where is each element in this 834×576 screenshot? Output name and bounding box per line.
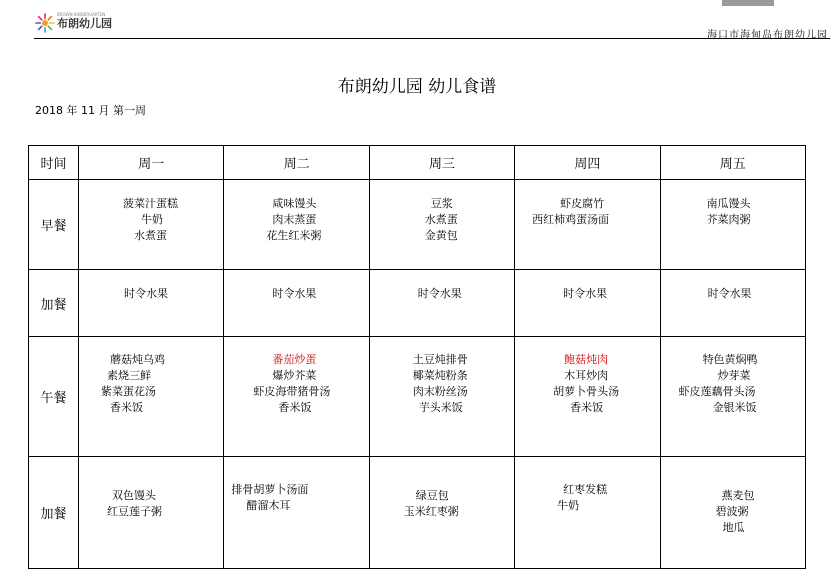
table-row-lunch — [29, 337, 806, 457]
meal-label: 早餐 — [29, 180, 79, 270]
dish: 特色黄焖鸭 — [702, 353, 758, 366]
dish: 爆炒芥菜 — [272, 369, 317, 382]
meal-label: 午餐 — [29, 337, 79, 457]
table-row-breakfast — [29, 180, 806, 270]
dish: 西红柿鸡蛋汤面 — [532, 213, 610, 226]
dish: 咸味馒头 — [272, 197, 317, 210]
dish: 金黄包 — [424, 229, 458, 242]
week-subtitle: 2018 年 11 月 第一周 — [35, 104, 146, 117]
menu-cell — [224, 270, 369, 337]
menu-cell — [515, 270, 660, 337]
day-header: 周二 — [224, 146, 369, 180]
dish: 地瓜 — [722, 521, 745, 534]
dish: 时令水果 — [417, 287, 462, 300]
menu-cell — [369, 180, 514, 270]
dish: 紫菜蛋花汤 — [101, 385, 156, 398]
menu-cell — [660, 180, 805, 270]
dish: 虾皮海带猪骨汤 — [253, 385, 331, 398]
dish: 金银米饭 — [712, 401, 757, 414]
table-row-snack-am — [29, 270, 806, 337]
menu-cell — [660, 270, 805, 337]
dish: 绿豆包 — [415, 489, 449, 502]
dish: 时令水果 — [272, 287, 317, 300]
menu-table — [28, 145, 806, 569]
menu-cell — [660, 337, 805, 457]
table-header-row — [29, 146, 806, 180]
menu-cell — [79, 457, 224, 569]
dish: 胡萝卜骨头汤 — [553, 385, 620, 398]
meal-label: 加餐 — [29, 457, 79, 569]
page-title: 布朗幼儿园 幼儿食谱 — [337, 77, 497, 97]
dish: 时令水果 — [563, 287, 608, 300]
dish: 碧波粥 — [715, 505, 749, 518]
dish: 土豆炖排骨 — [412, 353, 468, 366]
menu-cell — [79, 270, 224, 337]
menu-cell — [224, 337, 369, 457]
dish: 时令水果 — [707, 287, 752, 300]
dish-highlighted: 鲍菇炖肉 — [564, 353, 609, 366]
dish: 蘑菇炖乌鸡 — [110, 353, 165, 366]
dish-highlighted: 番茄炒蛋 — [272, 353, 317, 366]
dish: 香米饭 — [110, 401, 143, 414]
dish: 芥菜肉粥 — [706, 213, 751, 226]
day-header: 周四 — [515, 146, 660, 180]
dish: 排骨胡萝卜汤面 — [231, 483, 309, 496]
table-row-snack-pm — [29, 457, 806, 569]
menu-cell — [515, 457, 660, 569]
dish: 豆浆 — [430, 197, 453, 210]
day-header: 周五 — [660, 146, 805, 180]
menu-cell — [369, 457, 514, 569]
dish: 时令水果 — [124, 287, 168, 300]
kindergarten-logo — [35, 13, 112, 33]
dish: 虾皮莲藕骨头汤 — [678, 385, 756, 398]
dish: 双色馒头 — [112, 489, 156, 502]
menu-cell — [79, 180, 224, 270]
dish: 菠菜汁蛋糕 — [123, 197, 178, 210]
menu-cell — [369, 337, 514, 457]
dish: 水煮蛋 — [424, 213, 458, 226]
menu-cell — [79, 337, 224, 457]
dish: 玉米红枣粥 — [403, 505, 459, 518]
dish: 燕麦包 — [721, 489, 755, 502]
dish: 红豆莲子粥 — [107, 505, 162, 518]
dish: 香米饭 — [570, 401, 604, 414]
dish: 肉末蒸蛋 — [272, 213, 317, 226]
menu-cell — [224, 180, 369, 270]
dish: 香米饭 — [278, 401, 312, 414]
dish: 芋头米饭 — [418, 401, 463, 414]
corner-header: 时间 — [29, 146, 79, 180]
logo-subtext: BROWN KINDERGARTEN — [57, 12, 106, 17]
sunburst-logo-icon — [35, 13, 55, 33]
dish: 牛奶 — [557, 499, 580, 512]
dish: 肉末粉丝汤 — [412, 385, 468, 398]
dish: 花生红米粥 — [266, 229, 322, 242]
header-divider — [34, 38, 830, 39]
dish: 红枣发糕 — [563, 483, 608, 496]
menu-cell — [515, 180, 660, 270]
menu-cell — [660, 457, 805, 569]
dish: 椰菜炖粉条 — [412, 369, 468, 382]
dish: 素烧三鲜 — [107, 369, 151, 382]
dish: 炒芽菜 — [717, 369, 751, 382]
dish: 虾皮腐竹 — [560, 197, 605, 210]
dish: 牛奶 — [141, 213, 163, 226]
menu-cell — [369, 270, 514, 337]
day-header: 周一 — [79, 146, 224, 180]
dish: 木耳炒肉 — [564, 369, 609, 382]
meal-label: 加餐 — [29, 270, 79, 337]
dish: 南瓜馒头 — [706, 197, 751, 210]
header-school-name: 海口市海甸岛布朗幼儿园 — [707, 30, 828, 41]
menu-cell — [224, 457, 369, 569]
menu-cell — [515, 337, 660, 457]
day-header: 周三 — [369, 146, 514, 180]
logo-text: 布朗幼儿园 — [57, 17, 112, 30]
dish: 醋溜木耳 — [246, 499, 291, 512]
top-tab-stub — [722, 0, 774, 6]
dish: 水煮蛋 — [134, 229, 167, 242]
